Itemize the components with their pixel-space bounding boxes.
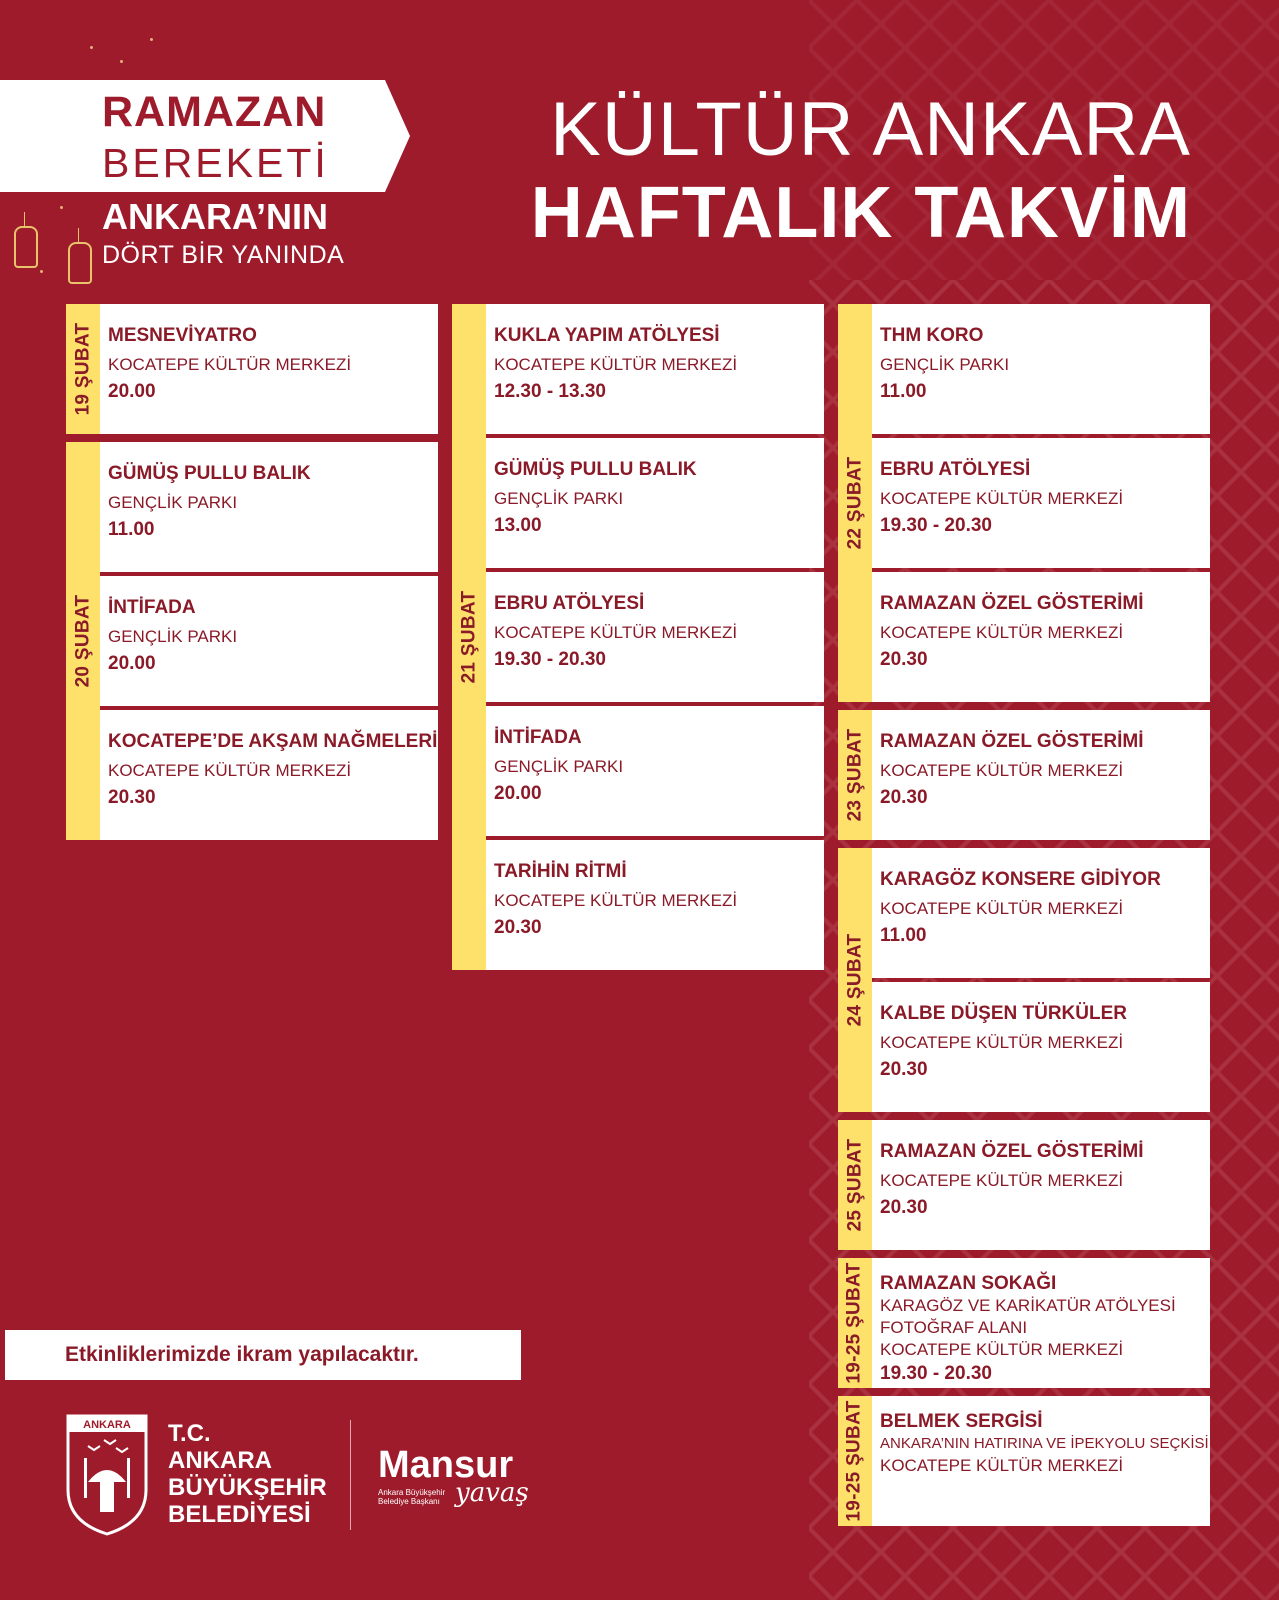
event-card xyxy=(872,304,1210,434)
event-venue: KOCATEPE KÜLTÜR MERKEZİ xyxy=(880,1340,1124,1359)
event-venue: KOCATEPE KÜLTÜR MERKEZİ xyxy=(880,1033,1124,1052)
event-venue: GENÇLİK PARKI xyxy=(494,489,624,508)
event-time: 11.00 xyxy=(108,519,155,540)
event-venue: KOCATEPE KÜLTÜR MERKEZİ xyxy=(880,623,1124,642)
day-group xyxy=(838,304,1210,702)
date-label: 19-25 ŞUBAT xyxy=(844,1262,865,1384)
event-title: GÜMÜŞ PULLU BALIK xyxy=(108,463,311,484)
event-card xyxy=(100,442,438,572)
event-title: RAMAZAN ÖZEL GÖSTERİMİ xyxy=(880,1141,1144,1162)
lantern-icon xyxy=(68,242,92,284)
day-group xyxy=(452,304,824,970)
event-venue: FOTOĞRAF ALANI xyxy=(880,1318,1028,1337)
org-line: T.C. xyxy=(168,1420,211,1447)
event-time: 11.00 xyxy=(880,925,927,946)
sparkle-icon xyxy=(120,60,123,63)
event-time: 19.30 - 20.30 xyxy=(494,649,606,670)
event-time: 20.00 xyxy=(494,783,542,804)
date-label: 19 ŞUBAT xyxy=(72,322,94,416)
event-time: 20.00 xyxy=(108,381,156,402)
mansur-logo-text: Mansur xyxy=(378,1444,514,1486)
event-title: RAMAZAN ÖZEL GÖSTERİMİ xyxy=(880,593,1144,614)
event-title: RAMAZAN SOKAĞI xyxy=(880,1273,1057,1294)
sparkle-icon xyxy=(40,270,43,273)
day-group xyxy=(66,304,438,434)
page-title-kultur-ankara: KÜLTÜR ANKARA xyxy=(550,87,1191,172)
date-tab xyxy=(838,710,872,840)
event-card xyxy=(872,438,1210,568)
date-tab xyxy=(838,1258,872,1388)
date-tab xyxy=(838,848,872,1112)
date-label: 19-25 ŞUBAT xyxy=(844,1400,865,1522)
date-tab xyxy=(838,304,872,702)
event-venue: KOCATEPE KÜLTÜR MERKEZİ xyxy=(880,761,1124,780)
event-venue: KARAGÖZ VE KARİKATÜR ATÖLYESİ xyxy=(880,1296,1176,1315)
event-card xyxy=(486,304,824,434)
date-tab xyxy=(66,304,100,434)
event-title: EBRU ATÖLYESİ xyxy=(494,593,645,614)
event-title: GÜMÜŞ PULLU BALIK xyxy=(494,459,697,480)
date-label: 20 ŞUBAT xyxy=(72,594,94,688)
event-venue: KOCATEPE KÜLTÜR MERKEZİ xyxy=(108,355,352,374)
event-title: KARAGÖZ KONSERE GİDİYOR xyxy=(880,869,1161,890)
event-title: BELMEK SERGİSİ xyxy=(880,1411,1043,1432)
mansur-signature: yavaş xyxy=(455,1478,529,1508)
info-note-text: Etkinliklerimizde ikram yapılacaktır. xyxy=(65,1343,419,1366)
event-time: 20.30 xyxy=(880,787,928,808)
event-card xyxy=(486,572,824,702)
event-venue: KOCATEPE KÜLTÜR MERKEZİ xyxy=(880,899,1124,918)
date-tab xyxy=(66,442,100,840)
event-time: 20.30 xyxy=(880,1197,928,1218)
event-card xyxy=(486,840,824,970)
day-group xyxy=(838,848,1210,1112)
event-card xyxy=(872,1120,1210,1250)
event-venue: KOCATEPE KÜLTÜR MERKEZİ xyxy=(494,891,738,910)
mansur-subtitle xyxy=(378,1488,445,1506)
event-venue: GENÇLİK PARKI xyxy=(494,757,624,776)
event-title: TARİHİN RİTMİ xyxy=(494,861,627,882)
day-group xyxy=(838,1258,1210,1388)
event-time: 13.00 xyxy=(494,515,542,536)
ankara-shield-logo xyxy=(66,1412,148,1536)
event-card xyxy=(872,1258,1210,1388)
event-venue: KOCATEPE KÜLTÜR MERKEZİ xyxy=(494,623,738,642)
event-time: 20.30 xyxy=(880,1059,928,1080)
event-venue: GENÇLİK PARKI xyxy=(108,493,238,512)
sparkle-icon xyxy=(60,206,63,209)
badge-line-bereketi: BEREKETİ xyxy=(102,140,329,186)
mansur-subtitle-line: Ankara Büyükşehir xyxy=(378,1488,446,1497)
event-card xyxy=(872,848,1210,978)
date-label: 22 ŞUBAT xyxy=(844,456,866,550)
event-card xyxy=(872,710,1210,840)
badge-line-ramazan: RAMAZAN xyxy=(102,88,327,136)
event-time: 20.00 xyxy=(108,653,156,674)
organization-name xyxy=(168,1420,327,1528)
info-note xyxy=(5,1330,521,1380)
event-card xyxy=(486,706,824,836)
event-venue: KOCATEPE KÜLTÜR MERKEZİ xyxy=(880,1456,1124,1475)
event-card xyxy=(100,710,438,840)
org-line: BELEDİYESİ xyxy=(168,1501,311,1528)
event-card xyxy=(486,438,824,568)
shield-text: ANKARA xyxy=(83,1419,131,1431)
event-time: 20.30 xyxy=(494,917,542,938)
event-venue: KOCATEPE KÜLTÜR MERKEZİ xyxy=(880,1171,1124,1190)
lantern-icon xyxy=(14,226,38,268)
badge-line-dort-bir-yaninda: DÖRT BİR YANINDA xyxy=(102,241,345,269)
event-time: 12.30 - 13.30 xyxy=(494,381,606,402)
date-label: 24 ŞUBAT xyxy=(844,933,866,1027)
org-line: BÜYÜKŞEHİR xyxy=(168,1474,327,1501)
event-title: RAMAZAN ÖZEL GÖSTERİMİ xyxy=(880,731,1144,752)
date-label: 25 ŞUBAT xyxy=(844,1138,866,1232)
event-time: 20.30 xyxy=(880,649,928,670)
date-tab xyxy=(452,304,486,970)
sparkle-icon xyxy=(150,38,153,41)
day-group xyxy=(838,710,1210,840)
date-label: 23 ŞUBAT xyxy=(844,728,866,822)
event-venue: GENÇLİK PARKI xyxy=(108,627,238,646)
day-group xyxy=(838,1396,1210,1526)
footer-divider xyxy=(350,1420,351,1530)
org-line: ANKARA xyxy=(168,1447,272,1474)
event-title: İNTİFADA xyxy=(108,597,196,618)
event-time: 11.00 xyxy=(880,381,927,402)
mansur-subtitle-line: Belediye Başkanı xyxy=(378,1497,440,1506)
date-tab xyxy=(838,1396,872,1526)
event-time: 19.30 - 20.30 xyxy=(880,515,992,536)
date-tab xyxy=(838,1120,872,1250)
date-label: 21 ŞUBAT xyxy=(458,590,480,684)
event-card xyxy=(872,572,1210,702)
event-title: MESNEVİYATRO xyxy=(108,325,257,346)
event-title: KALBE DÜŞEN TÜRKÜLER xyxy=(880,1003,1127,1024)
event-title: KOCATEPE’DE AKŞAM NAĞMELERİ xyxy=(108,731,438,752)
event-card xyxy=(872,1396,1210,1526)
event-venue: KOCATEPE KÜLTÜR MERKEZİ xyxy=(880,489,1124,508)
event-venue: GENÇLİK PARKI xyxy=(880,355,1010,374)
event-time: 19.30 - 20.30 xyxy=(880,1363,992,1384)
event-venue: KOCATEPE KÜLTÜR MERKEZİ xyxy=(494,355,738,374)
event-card xyxy=(100,304,438,434)
sparkle-icon xyxy=(90,46,93,49)
day-group xyxy=(838,1120,1210,1250)
event-card xyxy=(872,982,1210,1112)
event-title: İNTİFADA xyxy=(494,727,582,748)
badge-line-ankara: ANKARA’NIN xyxy=(102,196,329,237)
event-title: KUKLA YAPIM ATÖLYESİ xyxy=(494,325,720,346)
event-venue: ANKARA’NIN HATIRINA VE İPEKYOLU SEÇKİSİ xyxy=(880,1435,1209,1452)
event-card xyxy=(100,576,438,706)
event-venue: KOCATEPE KÜLTÜR MERKEZİ xyxy=(108,761,352,780)
page-title-haftalik-takvim: HAFTALIK TAKVİM xyxy=(530,173,1191,253)
event-time: 20.30 xyxy=(108,787,156,808)
day-group xyxy=(66,442,438,840)
event-title: THM KORO xyxy=(880,325,984,346)
event-title: EBRU ATÖLYESİ xyxy=(880,459,1031,480)
